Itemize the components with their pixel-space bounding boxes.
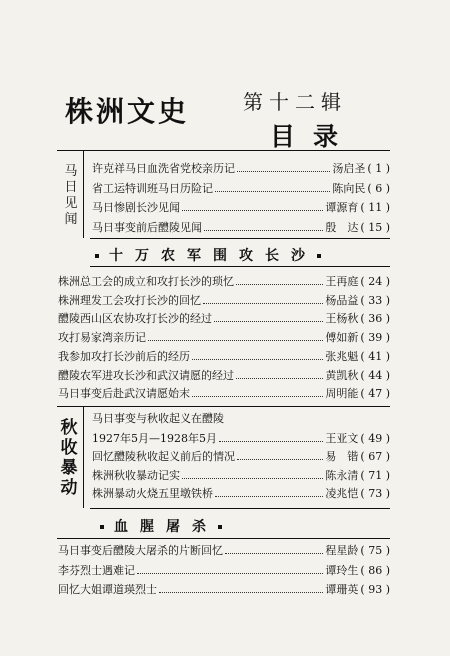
leader-dots [219,441,323,442]
section-label-s3: 秋收暴动 [60,418,78,498]
toc-entry [58,350,390,364]
leader-dots [236,284,323,285]
leader-dots [148,340,323,341]
leader-dots [237,171,330,172]
divider [57,150,390,151]
entry-title: 株洲暴动火烧五里墩铁桥 [92,486,213,500]
entry-author: 凌兆恺 [325,486,359,500]
entry-page: ( 86 ) [360,563,390,577]
section-label-s1: 马日见闻 [64,164,78,227]
entry-page: ( 41 ) [360,349,390,363]
toc-entry [92,182,390,196]
entry-page: ( 49 ) [360,432,390,445]
toc-entry [58,312,390,326]
toc-entry [58,544,390,558]
entry-author: 谭源育 [325,201,359,214]
toc-entry [92,221,390,235]
entry-author: 易 锴 [325,450,359,464]
toc-entry [92,469,390,483]
entry-page: ( 33 ) [360,293,390,307]
entry-page: ( 1 ) [367,162,390,175]
divider [90,266,390,267]
leader-dots [203,303,323,304]
entry-author: 陈永清 [325,468,359,482]
entry-page: ( 24 ) [360,275,390,288]
bullet-icon [95,254,99,258]
leader-dots [182,210,323,211]
divider [90,238,390,239]
entry-author: 黄凯秋 [325,368,359,382]
entry-title: 省工运特训班马日历险记 [92,181,213,195]
entry-title: 马日事变后赴武汉请愿始末 [58,387,190,401]
leader-dots [236,378,323,379]
entry-author: 殷 达 [325,220,359,234]
toc-entry [92,162,390,176]
entry-title: 李芬烈士遇难记 [58,563,135,577]
entry-title: 攻打易家湾亲历记 [58,331,146,345]
entry-page: ( 11 ) [360,201,390,214]
entry-title: 回忆醴陵秋收起义前后的情况 [92,450,235,464]
leader-dots [204,230,323,231]
entry-page: ( 6 ) [367,181,390,195]
section-label-s4: 血腥屠杀 [114,519,218,535]
toc-entry [92,201,390,215]
entry-author: 周明能 [325,387,359,401]
section-label-s2: 十万农军围攻长沙 [109,248,317,264]
toc-entry [58,583,390,597]
entry-author: 陈向民 [332,181,366,195]
toc-entry [58,275,390,289]
leader-dots [159,592,323,593]
toc-entry [58,294,390,308]
contents-heading: 目录 [270,122,357,151]
bullet-icon [218,525,222,529]
entry-author: 谭玲生 [325,563,359,577]
section-heading-s4 [100,516,232,536]
bullet-icon [100,525,104,529]
entry-page: ( 39 ) [360,331,390,345]
divider [57,538,390,539]
bullet-icon [317,254,321,258]
section-s3-heading: 马日事变与秋收起义在醴陵 [92,412,224,425]
entry-title: 回忆大姐谭道瑛烈士 [58,583,157,596]
leader-dots [214,321,323,322]
entry-author: 傅如新 [325,331,359,345]
section-heading-s2 [95,245,331,265]
entry-title: 马日惨剧长沙见闻 [92,201,180,214]
entry-title: 株洲总工会的成立和攻打长沙的琐忆 [58,275,234,288]
entry-page: ( 93 ) [360,583,390,596]
toc-entry [58,387,390,401]
entry-author: 王杨秋 [325,312,359,326]
entry-author: 王亚文 [325,432,359,445]
entry-author: 汤启圣 [332,162,366,175]
leader-dots [137,573,323,574]
entry-author: 谭珊英 [325,583,359,596]
toc-entry [58,331,390,345]
entry-author: 杨品益 [325,293,359,307]
entry-page: ( 36 ) [360,312,390,326]
entry-page: ( 71 ) [360,468,390,482]
leader-dots [192,359,323,360]
entry-author: 程星龄 [325,544,359,557]
leader-dots [192,396,323,397]
entry-page: ( 73 ) [360,486,390,500]
leader-dots [215,496,323,497]
toc-entry [92,450,390,464]
toc-entry [58,369,390,383]
toc-entry [92,432,390,446]
entry-page: ( 67 ) [360,450,390,464]
divider [83,150,84,238]
leader-dots [182,478,323,479]
divider [90,508,390,509]
entry-title: 株洲理发工会攻打长沙的回忆 [58,293,201,307]
toc-entry [92,487,390,501]
entry-page: ( 75 ) [360,544,390,557]
entry-title: 醴陵农军进攻长沙和武汉请愿的经过 [58,368,234,382]
divider [57,406,390,407]
journal-title: 株洲文史 [65,95,190,128]
leader-dots [237,459,323,460]
entry-title: 马日事变前后醴陵见闻 [92,220,202,234]
issue-number: 第十二辑 [243,90,347,114]
entry-title: 醴陵西山区农协攻打长沙的经过 [58,312,212,326]
entry-page: ( 47 ) [360,387,390,401]
divider [83,406,84,508]
entry-title: 我参加攻打长沙前后的经历 [58,349,190,363]
entry-page: ( 44 ) [360,368,390,382]
entry-author: 张兆魁 [325,349,359,363]
entry-title: 马日事变后醴陵大屠杀的片断回忆 [58,544,223,557]
entry-page: ( 15 ) [360,220,390,234]
leader-dots [225,553,323,554]
entry-author: 王再庭 [325,275,359,288]
entry-title: 株洲秋收暴动记实 [92,468,180,482]
toc-entry [58,564,390,578]
entry-title: 1927年5月—1928年5月 [92,432,217,445]
leader-dots [215,191,330,192]
entry-title: 许克祥马日血洗省党校亲历记 [92,162,235,175]
